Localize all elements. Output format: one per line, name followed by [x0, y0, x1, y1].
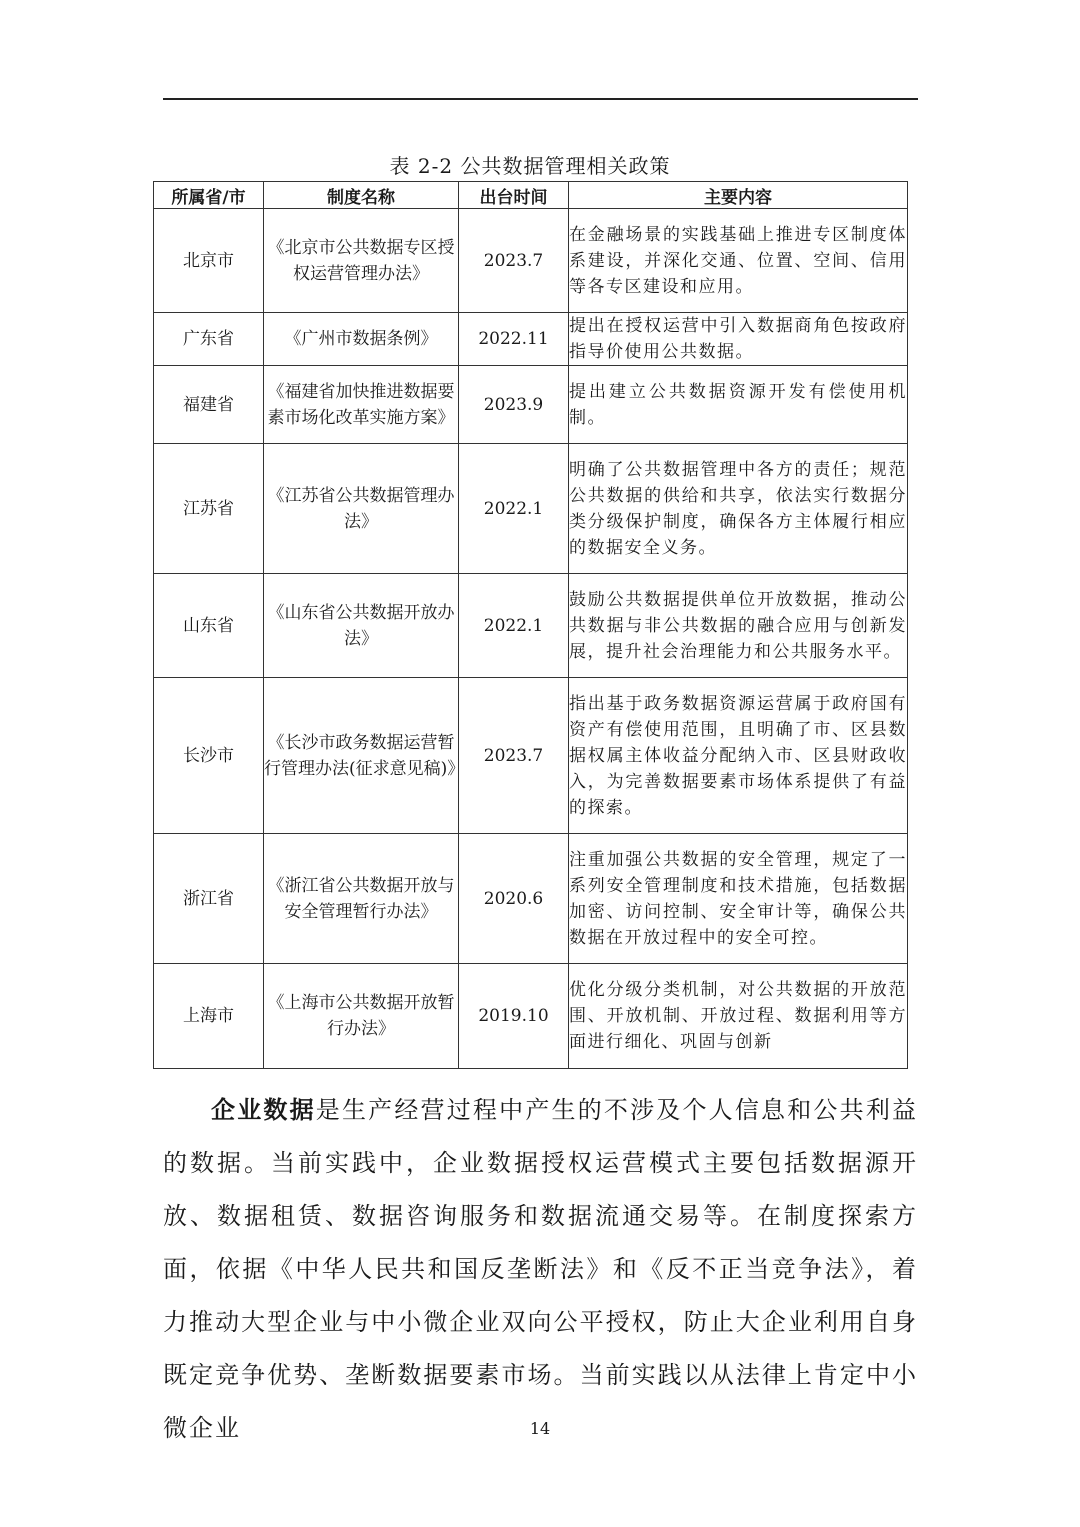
row-date: 2022.1: [459, 574, 569, 678]
header-province: 所属省/市: [154, 182, 264, 209]
table-row: [154, 574, 908, 678]
table-caption: 表 2-2 公共数据管理相关政策: [389, 154, 671, 178]
row-province: 山东省: [154, 574, 264, 678]
row-date: 2019.10: [459, 964, 569, 1069]
row-date: 2020.6: [459, 834, 569, 964]
row-province: 长沙市: [154, 678, 264, 834]
row-province: 江苏省: [154, 444, 264, 574]
row-date: 2023.9: [459, 366, 569, 444]
table-row: [154, 964, 908, 1069]
row-policy-name: 《长沙市政务数据运营暂行管理办法(征求意见稿)》: [264, 678, 459, 834]
row-content: 在金融场景的实践基础上推进专区制度体系建设，并深化交通、位置、空间、信用等各专区建设和应用。: [569, 209, 908, 313]
table-header-row: [154, 182, 908, 209]
row-province: 广东省: [154, 313, 264, 366]
header-name: 制度名称: [264, 182, 459, 209]
table-row: [154, 313, 908, 366]
table-row: [154, 366, 908, 444]
row-content: 指出基于政务数据资源运营属于政府国有资产有偿使用范围，且明确了市、区县数据权属主体收益分配纳入市、区县财政收入，为完善数据要素市场体系提供了有益的探索。: [569, 678, 908, 834]
row-content: 提出建立公共数据资源开发有偿使用机制。: [569, 366, 908, 444]
page-number: 14: [529, 1419, 551, 1438]
row-province: 北京市: [154, 209, 264, 313]
row-content: 优化分级分类机制，对公共数据的开放范围、开放机制、开放过程、数据利用等方面进行细化、巩固与创新: [569, 964, 908, 1069]
policy-table: [153, 181, 908, 1069]
row-date: 2022.11: [459, 313, 569, 366]
row-policy-name: 《福建省加快推进数据要素市场化改革实施方案》: [264, 366, 459, 444]
row-province: 福建省: [154, 366, 264, 444]
table-row: [154, 834, 908, 964]
header-rule: [163, 98, 918, 100]
table-row: [154, 209, 908, 313]
row-policy-name: 《山东省公共数据开放办法》: [264, 574, 459, 678]
table-row: [154, 444, 908, 574]
term-enterprise-data: 企业数据: [211, 1095, 316, 1124]
table-row: [154, 678, 908, 834]
row-content: 明确了公共数据管理中各方的责任；规范公共数据的供给和共享，依法实行数据分类分级保护制度，确保各方主体履行相应的数据安全义务。: [569, 444, 908, 574]
row-date: 2023.7: [459, 678, 569, 834]
header-content: 主要内容: [569, 182, 908, 209]
paragraph-text: 是生产经营过程中产生的不涉及个人信息和公共利益的数据。当前实践中，企业数据授权运营模式主要包括数据源开放、数据租赁、数据咨询服务和数据流通交易等。在制度探索方面，依据《中华人民共和国反垄断法》和《反不正当竞争法》，着力推动大型企业与中小微企业双向公平授权，防止大企业利用自身既定竞争优势、垄断数据要素市场。当前实践以从法律上肯定中小微企业: [163, 1096, 919, 1442]
row-date: 2022.1: [459, 444, 569, 574]
row-content: 提出在授权运营中引入数据商角色按政府指导价使用公共数据。: [569, 313, 908, 366]
row-policy-name: 《上海市公共数据开放暂行办法》: [264, 964, 459, 1069]
row-policy-name: 《广州市数据条例》: [264, 313, 459, 366]
row-province: 浙江省: [154, 834, 264, 964]
row-date: 2023.7: [459, 209, 569, 313]
header-date: 出台时间: [459, 182, 569, 209]
row-policy-name: 《浙江省公共数据开放与安全管理暂行办法》: [264, 834, 459, 964]
row-content: 注重加强公共数据的安全管理，规定了一系列安全管理制度和技术措施，包括数据加密、访问控制、安全审计等，确保公共数据在开放过程中的安全可控。: [569, 834, 908, 964]
row-policy-name: 《北京市公共数据专区授权运营管理办法》: [264, 209, 459, 313]
row-policy-name: 《江苏省公共数据管理办法》: [264, 444, 459, 574]
row-content: 鼓励公共数据提供单位开放数据，推动公共数据与非公共数据的融合应用与创新发展，提升社会治理能力和公共服务水平。: [569, 574, 908, 678]
body-paragraph: [163, 1083, 918, 1455]
row-province: 上海市: [154, 964, 264, 1069]
